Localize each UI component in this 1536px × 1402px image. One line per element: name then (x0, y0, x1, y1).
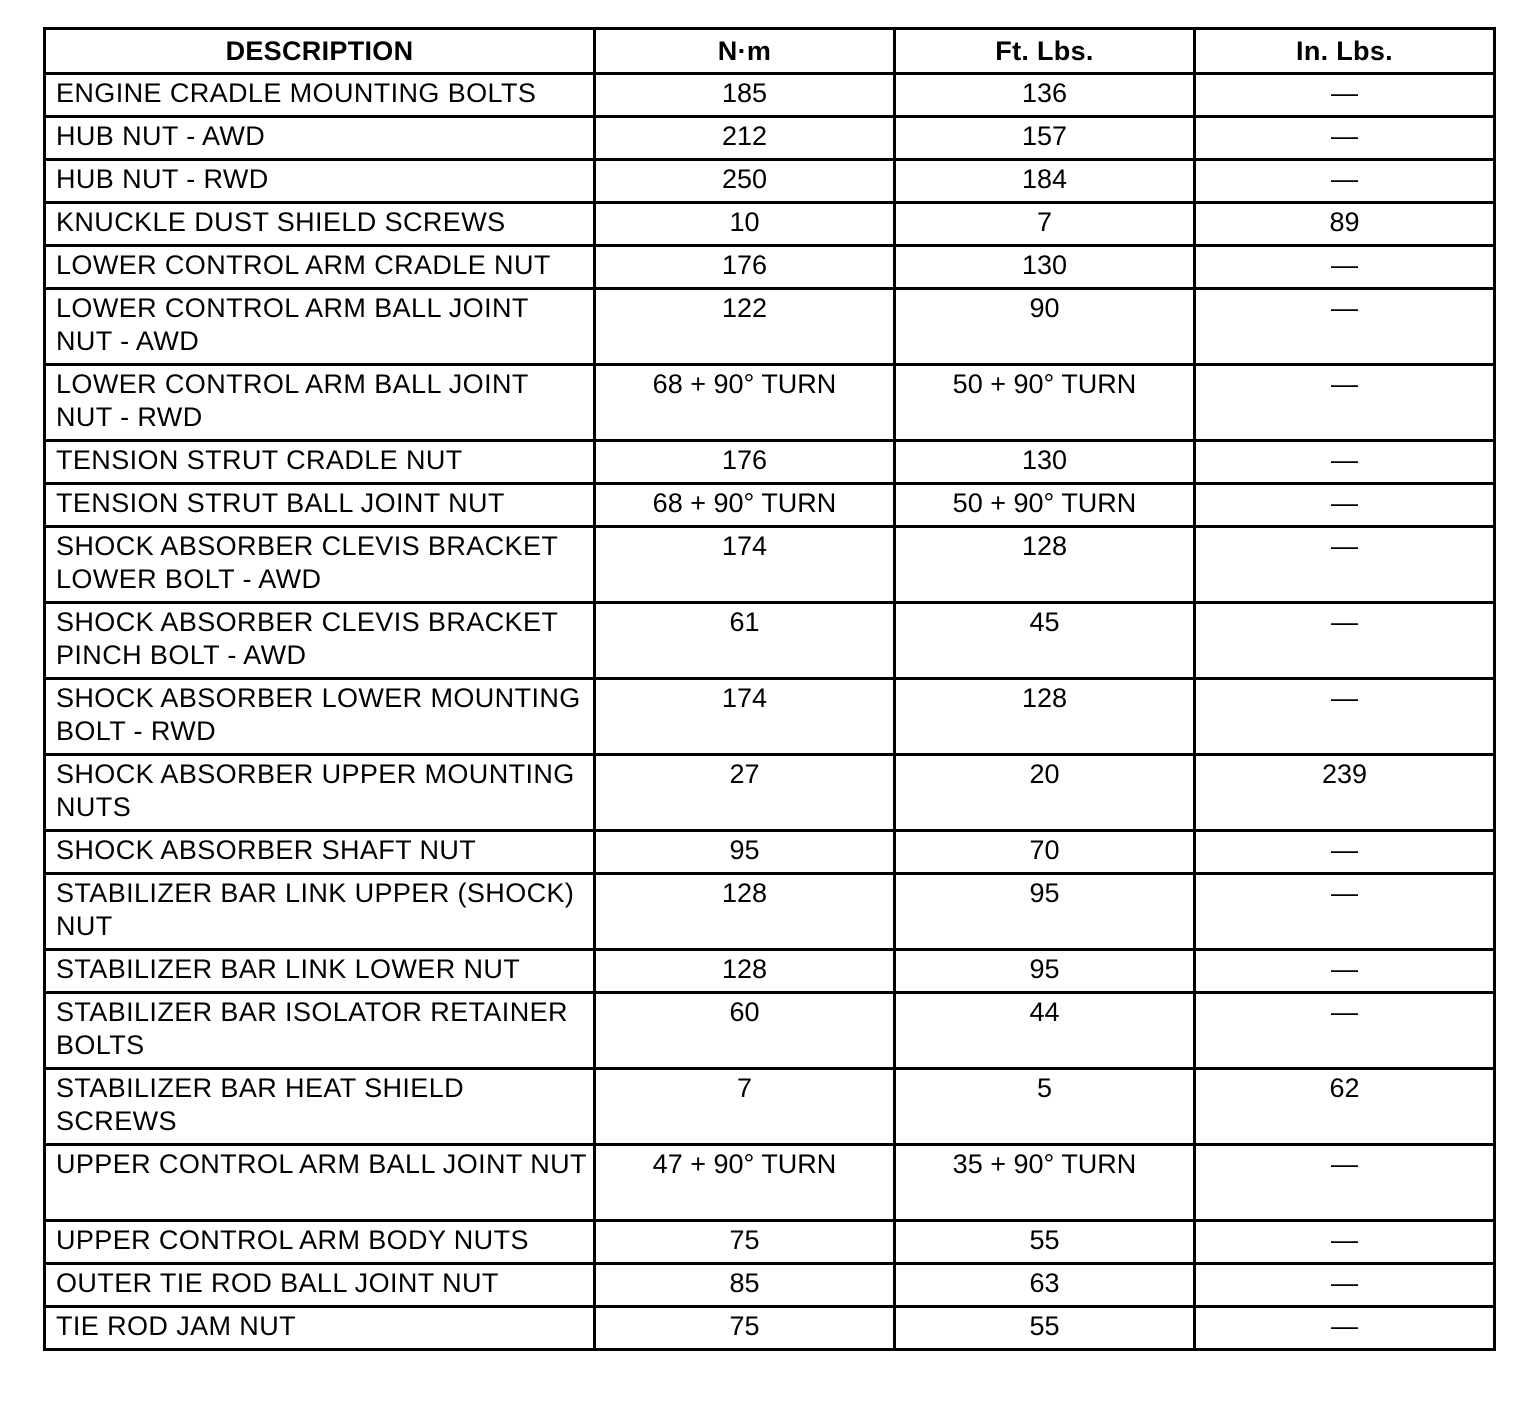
cell-description: SHOCK ABSORBER LOWER MOUNTING BOLT - RWD (45, 679, 595, 755)
header-row (45, 29, 1495, 74)
cell-description: TIE ROD JAM NUT (45, 1307, 595, 1350)
table-row (45, 203, 1495, 246)
cell-in-lbs: — (1195, 603, 1495, 679)
cell-description: UPPER CONTROL ARM BODY NUTS (45, 1221, 595, 1264)
cell-ft-lbs: 55 (895, 1307, 1195, 1350)
cell-in-lbs: — (1195, 246, 1495, 289)
table-row (45, 831, 1495, 874)
cell-ft-lbs: 157 (895, 117, 1195, 160)
cell-ft-lbs: 50 + 90° TURN (895, 365, 1195, 441)
cell-in-lbs: — (1195, 1264, 1495, 1307)
cell-nm: 122 (595, 289, 895, 365)
cell-description: STABILIZER BAR ISOLATOR RETAINER BOLTS (45, 993, 595, 1069)
cell-nm: 174 (595, 527, 895, 603)
cell-nm: 85 (595, 1264, 895, 1307)
cell-in-lbs: — (1195, 679, 1495, 755)
table-row (45, 755, 1495, 831)
table-row (45, 1069, 1495, 1145)
cell-in-lbs: — (1195, 160, 1495, 203)
table-row (45, 603, 1495, 679)
cell-ft-lbs: 95 (895, 874, 1195, 950)
table-row (45, 950, 1495, 993)
cell-nm: 176 (595, 441, 895, 484)
cell-nm: 60 (595, 993, 895, 1069)
cell-description: TENSION STRUT CRADLE NUT (45, 441, 595, 484)
cell-in-lbs: — (1195, 74, 1495, 117)
cell-description: SHOCK ABSORBER SHAFT NUT (45, 831, 595, 874)
cell-description: SHOCK ABSORBER UPPER MOUNTING NUTS (45, 755, 595, 831)
cell-ft-lbs: 5 (895, 1069, 1195, 1145)
table-row (45, 74, 1495, 117)
header-nm: N·m (595, 29, 895, 74)
cell-description: TENSION STRUT BALL JOINT NUT (45, 484, 595, 527)
cell-ft-lbs: 136 (895, 74, 1195, 117)
header-in-lbs: In. Lbs. (1195, 29, 1495, 74)
cell-nm: 185 (595, 74, 895, 117)
cell-in-lbs: 62 (1195, 1069, 1495, 1145)
cell-description: SHOCK ABSORBER CLEVIS BRACKET PINCH BOLT - AWD (45, 603, 595, 679)
header-ft-lbs: Ft. Lbs. (895, 29, 1195, 74)
cell-ft-lbs: 184 (895, 160, 1195, 203)
cell-in-lbs: — (1195, 831, 1495, 874)
cell-description: UPPER CONTROL ARM BALL JOINT NUT (45, 1145, 595, 1221)
cell-ft-lbs: 130 (895, 246, 1195, 289)
cell-nm: 95 (595, 831, 895, 874)
table-row (45, 679, 1495, 755)
table-row (45, 441, 1495, 484)
table-row (45, 160, 1495, 203)
table-row (45, 117, 1495, 160)
cell-description: STABILIZER BAR LINK LOWER NUT (45, 950, 595, 993)
cell-nm: 212 (595, 117, 895, 160)
table-row (45, 1307, 1495, 1350)
table-row (45, 246, 1495, 289)
cell-in-lbs: — (1195, 527, 1495, 603)
cell-nm: 128 (595, 874, 895, 950)
cell-description: LOWER CONTROL ARM BALL JOINT NUT - AWD (45, 289, 595, 365)
table-row (45, 993, 1495, 1069)
cell-ft-lbs: 130 (895, 441, 1195, 484)
table-body (45, 74, 1495, 1350)
cell-in-lbs: — (1195, 1221, 1495, 1264)
cell-in-lbs: — (1195, 1145, 1495, 1221)
cell-nm: 10 (595, 203, 895, 246)
cell-ft-lbs: 7 (895, 203, 1195, 246)
table-row (45, 874, 1495, 950)
cell-description: ENGINE CRADLE MOUNTING BOLTS (45, 74, 595, 117)
cell-ft-lbs: 35 + 90° TURN (895, 1145, 1195, 1221)
cell-ft-lbs: 95 (895, 950, 1195, 993)
header-description: DESCRIPTION (45, 29, 595, 74)
cell-description: STABILIZER BAR HEAT SHIELD SCREWS (45, 1069, 595, 1145)
cell-in-lbs: — (1195, 874, 1495, 950)
cell-description: OUTER TIE ROD BALL JOINT NUT (45, 1264, 595, 1307)
cell-ft-lbs: 128 (895, 527, 1195, 603)
cell-nm: 68 + 90° TURN (595, 484, 895, 527)
cell-in-lbs: — (1195, 289, 1495, 365)
cell-in-lbs: 89 (1195, 203, 1495, 246)
cell-nm: 27 (595, 755, 895, 831)
table-row (45, 484, 1495, 527)
cell-in-lbs: — (1195, 441, 1495, 484)
table-row (45, 1264, 1495, 1307)
cell-nm: 75 (595, 1307, 895, 1350)
cell-in-lbs: — (1195, 484, 1495, 527)
cell-description: LOWER CONTROL ARM CRADLE NUT (45, 246, 595, 289)
cell-in-lbs: — (1195, 117, 1495, 160)
cell-ft-lbs: 63 (895, 1264, 1195, 1307)
torque-specifications-table (43, 27, 1496, 1351)
cell-ft-lbs: 20 (895, 755, 1195, 831)
cell-description: LOWER CONTROL ARM BALL JOINT NUT - RWD (45, 365, 595, 441)
table-row (45, 527, 1495, 603)
table-row (45, 1221, 1495, 1264)
table-row (45, 1145, 1495, 1221)
cell-ft-lbs: 44 (895, 993, 1195, 1069)
table-row (45, 365, 1495, 441)
cell-description: KNUCKLE DUST SHIELD SCREWS (45, 203, 595, 246)
cell-ft-lbs: 70 (895, 831, 1195, 874)
cell-ft-lbs: 50 + 90° TURN (895, 484, 1195, 527)
cell-nm: 128 (595, 950, 895, 993)
cell-nm: 68 + 90° TURN (595, 365, 895, 441)
cell-nm: 61 (595, 603, 895, 679)
cell-nm: 176 (595, 246, 895, 289)
cell-nm: 174 (595, 679, 895, 755)
table-row (45, 289, 1495, 365)
cell-ft-lbs: 55 (895, 1221, 1195, 1264)
cell-nm: 7 (595, 1069, 895, 1145)
cell-description: HUB NUT - AWD (45, 117, 595, 160)
cell-nm: 75 (595, 1221, 895, 1264)
cell-description: SHOCK ABSORBER CLEVIS BRACKET LOWER BOLT - AWD (45, 527, 595, 603)
cell-description: STABILIZER BAR LINK UPPER (SHOCK) NUT (45, 874, 595, 950)
cell-ft-lbs: 90 (895, 289, 1195, 365)
cell-ft-lbs: 45 (895, 603, 1195, 679)
cell-in-lbs: 239 (1195, 755, 1495, 831)
cell-in-lbs: — (1195, 950, 1495, 993)
cell-description: HUB NUT - RWD (45, 160, 595, 203)
cell-nm: 250 (595, 160, 895, 203)
cell-nm: 47 + 90° TURN (595, 1145, 895, 1221)
cell-in-lbs: — (1195, 993, 1495, 1069)
cell-ft-lbs: 128 (895, 679, 1195, 755)
cell-in-lbs: — (1195, 365, 1495, 441)
cell-in-lbs: — (1195, 1307, 1495, 1350)
